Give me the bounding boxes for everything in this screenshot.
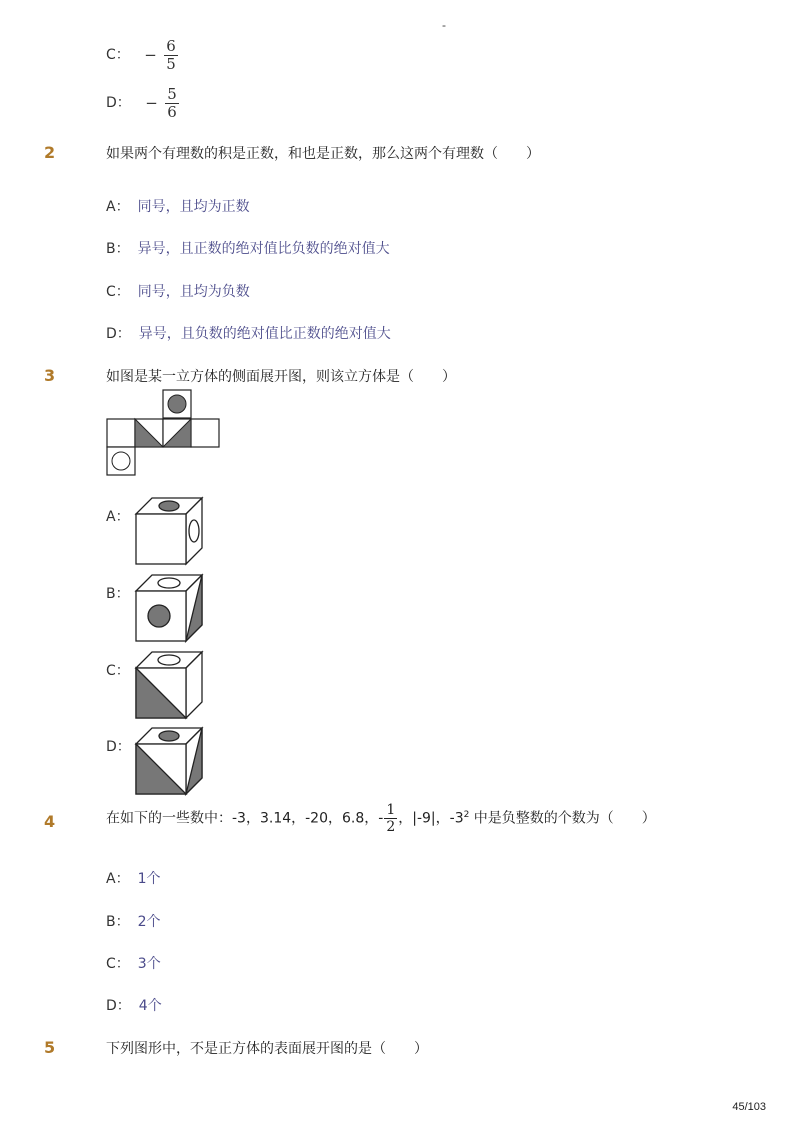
question-number: 4 bbox=[44, 812, 56, 831]
option-label: D： bbox=[106, 739, 131, 755]
exponent: 2 bbox=[463, 809, 470, 820]
option-text: 1个 bbox=[137, 871, 161, 887]
fraction-numerator: 5 bbox=[167, 85, 177, 103]
page-number: 45/103 bbox=[732, 1101, 766, 1113]
question-number: 5 bbox=[44, 1038, 56, 1057]
option-label: A： bbox=[106, 509, 130, 525]
option-text: 异号，且负数的绝对值比正数的绝对值大 bbox=[138, 326, 391, 342]
q2-option-a[interactable] bbox=[106, 196, 250, 216]
q3-option-c[interactable] bbox=[106, 660, 130, 680]
question-text-part: 在如下的一些数中：-3，3.14，-20，6.8，- bbox=[106, 810, 384, 827]
option-label: C： bbox=[106, 47, 130, 63]
option-label: C： bbox=[106, 284, 130, 300]
fraction bbox=[164, 38, 178, 72]
cube-option-c bbox=[134, 650, 204, 720]
cube-option-b bbox=[134, 573, 204, 643]
q1-option-c[interactable] bbox=[106, 38, 178, 72]
q4-option-b[interactable] bbox=[106, 911, 161, 931]
q3-option-d[interactable] bbox=[106, 736, 131, 756]
question-text: 如图是某一立方体的侧面展开图，则该立方体是（ ） bbox=[106, 369, 456, 385]
option-label: D： bbox=[106, 95, 131, 111]
q2-option-b[interactable] bbox=[106, 238, 390, 258]
cube-option-a bbox=[134, 496, 204, 566]
question-text-part: ，|-9|，-3 bbox=[398, 810, 464, 827]
fraction-denominator: 5 bbox=[166, 54, 176, 73]
option-label: C： bbox=[106, 663, 130, 679]
option-label: A： bbox=[106, 871, 130, 887]
question-text bbox=[106, 802, 656, 835]
q1-option-d[interactable] bbox=[106, 86, 179, 120]
question-text: 如果两个有理数的积是正数，和也是正数，那么这两个有理数（ ） bbox=[106, 146, 540, 162]
option-label: C： bbox=[106, 956, 130, 972]
option-label: D： bbox=[106, 998, 131, 1014]
header-mark: - bbox=[442, 18, 446, 32]
option-text: 异号，且正数的绝对值比负数的绝对值大 bbox=[137, 241, 390, 257]
fraction bbox=[384, 802, 397, 835]
fraction bbox=[165, 86, 179, 120]
q4-option-c[interactable] bbox=[106, 953, 161, 973]
option-label: B： bbox=[106, 914, 130, 930]
question-text: 下列图形中，不是正方体的表面展开图的是（ ） bbox=[106, 1041, 428, 1057]
minus-sign: − bbox=[144, 46, 157, 64]
fraction-denominator: 6 bbox=[167, 102, 177, 121]
question-number: 2 bbox=[44, 143, 56, 162]
option-label: A： bbox=[106, 199, 130, 215]
question-text-part: 中是负整数的个数为（ ） bbox=[469, 810, 656, 827]
q4-option-a[interactable] bbox=[106, 868, 161, 888]
fraction-numerator: 1 bbox=[386, 802, 396, 818]
question-number: 3 bbox=[44, 366, 56, 385]
cube-option-d bbox=[134, 726, 204, 796]
option-text: 2个 bbox=[137, 914, 161, 930]
q3-option-a[interactable] bbox=[106, 506, 130, 526]
fraction-denominator: 2 bbox=[386, 819, 396, 836]
fraction-numerator: 6 bbox=[166, 37, 176, 55]
option-text: 3个 bbox=[137, 956, 161, 972]
option-label: D： bbox=[106, 326, 131, 342]
option-label: B： bbox=[106, 241, 130, 257]
option-label: B： bbox=[106, 586, 130, 602]
q2-option-d[interactable] bbox=[106, 323, 391, 343]
option-text: 4个 bbox=[138, 998, 162, 1014]
option-text: 同号，且均为正数 bbox=[137, 199, 250, 215]
q2-option-c[interactable] bbox=[106, 281, 250, 301]
option-text: 同号，且均为负数 bbox=[137, 284, 250, 300]
minus-sign: − bbox=[145, 94, 158, 112]
cube-net-figure bbox=[105, 388, 223, 478]
q3-option-b[interactable] bbox=[106, 583, 130, 603]
q4-option-d[interactable] bbox=[106, 995, 162, 1015]
